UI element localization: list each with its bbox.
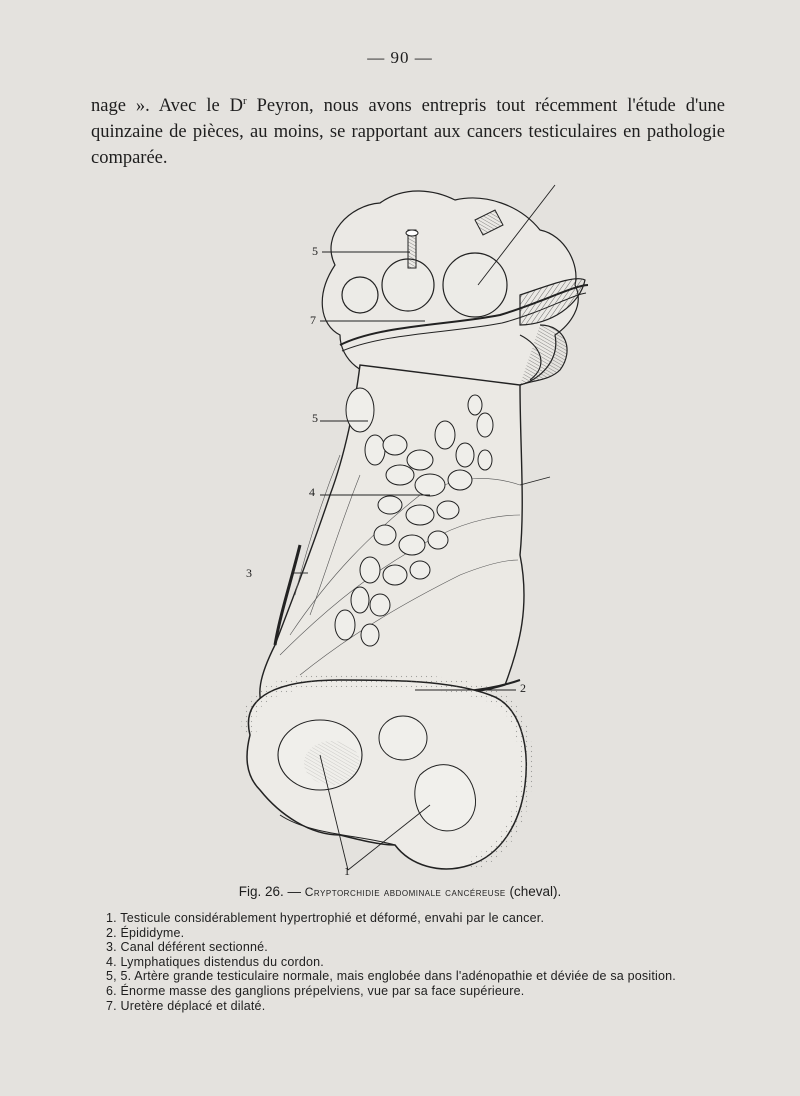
figure-legend	[106, 911, 726, 1013]
callout-2: 2	[520, 681, 526, 695]
callout-4: 4	[309, 485, 315, 499]
doctor-superscript: r	[243, 95, 247, 107]
figure-caption	[0, 884, 800, 899]
legend-item: 6. Énorme masse des ganglions prépelviens, vue par sa face supérieure.	[106, 983, 525, 998]
testicle-nodule-small	[379, 716, 427, 760]
callout-1: 1	[344, 864, 350, 878]
page-number: — 90 —	[367, 48, 433, 67]
callout-5-middle: 5	[312, 411, 318, 425]
paragraph-line-3: comparée.	[91, 148, 168, 169]
legend-item: 5, 5. Artère grande testiculaire normale, mais englobée dans l'adénopathie et déviée de sa position.	[106, 969, 676, 984]
legend-item: 3. Canal déférent sectionné.	[106, 940, 268, 955]
legend-item: 2. Épididyme.	[106, 925, 185, 940]
artery-opening	[406, 230, 418, 236]
paragraph-line-1-start: nage ». Avec le D	[91, 96, 243, 117]
caption-suffix: (cheval).	[505, 884, 562, 899]
paragraph-line-2: quinzaine de pièces, au moins, se rapportant aux cancers testiculaires en pathologie	[91, 122, 725, 143]
caption-figure-number: Fig. 26. —	[238, 884, 305, 899]
ganglion-mass	[322, 191, 585, 394]
callout-7: 7	[310, 313, 316, 327]
legend-item: 1. Testicule considérablement hypertrophié et déformé, envahi par le cancer.	[106, 911, 545, 925]
anatomical-illustration	[220, 175, 600, 885]
callout-3: 3	[246, 566, 252, 580]
paragraph-line-1	[91, 88, 725, 119]
legend-item: 4. Lymphatiques distendus du cordon.	[106, 954, 324, 969]
paragraph-line-1-end: Peyron, nous avons entrepris tout récemment l'étude d'une	[246, 96, 726, 117]
callout-5-top: 5	[312, 244, 318, 258]
body-paragraph	[91, 88, 725, 171]
caption-title: Cryptorchidie abdominale cancéreuse	[304, 885, 506, 899]
legend-item: 7. Uretère déplacé et dilaté.	[106, 998, 266, 1013]
